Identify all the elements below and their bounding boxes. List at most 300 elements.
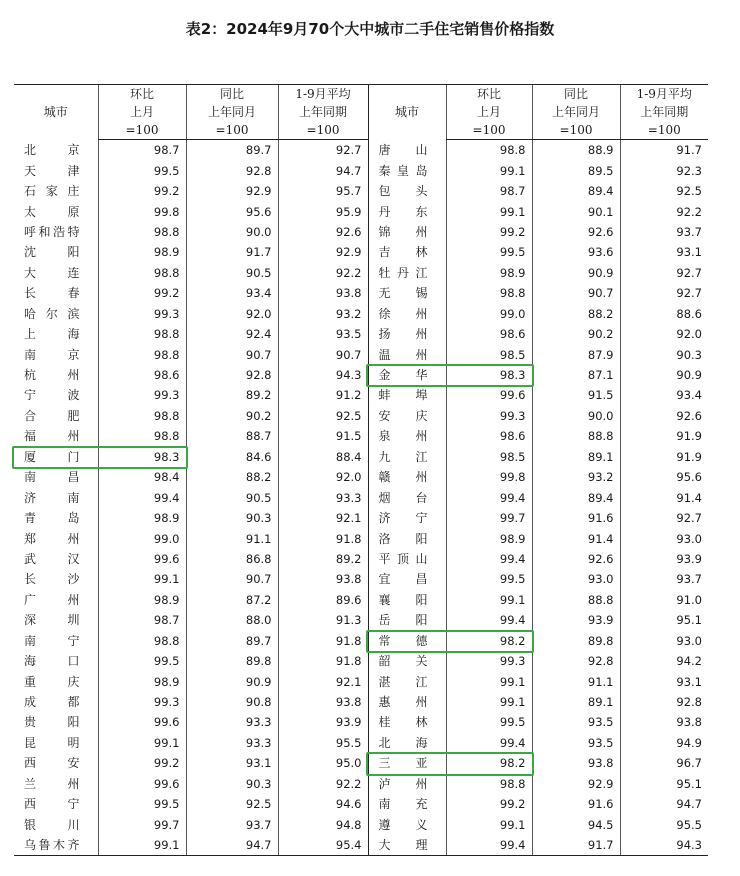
avg-value: 91.9 [620, 426, 708, 446]
yoy-value: 93.2 [532, 467, 620, 487]
avg-value: 89.6 [278, 590, 368, 610]
table-row [14, 549, 708, 569]
yoy-value: 92.6 [532, 549, 620, 569]
mom-value: 98.8 [446, 283, 532, 303]
header-yoy-left: 同比 [186, 85, 278, 104]
city-name: 郑州 [24, 531, 80, 546]
avg-value: 91.7 [620, 140, 708, 161]
header-mom-sub-right: 上月 [446, 103, 532, 121]
header-base: =100 [532, 121, 620, 140]
avg-value: 93.3 [278, 487, 368, 507]
city-name: 长春 [24, 286, 80, 301]
header-city-left: 城市 [14, 85, 98, 140]
yoy-value: 84.6 [186, 447, 278, 467]
avg-value: 92.2 [620, 201, 708, 221]
avg-value: 92.5 [278, 406, 368, 426]
yoy-value: 91.7 [532, 835, 620, 856]
city-name: 赣州 [368, 467, 446, 487]
mom-value: 99.5 [446, 242, 532, 262]
city-name: 徐州 [368, 304, 446, 324]
avg-value: 91.8 [278, 631, 368, 651]
yoy-value: 92.4 [186, 324, 278, 344]
city-name: 重庆 [24, 674, 80, 689]
city-name: 吉林 [368, 242, 446, 262]
yoy-value: 93.0 [532, 569, 620, 589]
mom-value: 99.6 [446, 385, 532, 405]
mom-value: 98.8 [98, 263, 186, 283]
header-avg-sub-right: 上年同期 [620, 103, 708, 121]
avg-value: 93.8 [278, 569, 368, 589]
avg-value: 93.8 [278, 283, 368, 303]
mom-value: 99.6 [98, 774, 186, 794]
mom-value: 98.9 [98, 590, 186, 610]
avg-value: 92.1 [278, 671, 368, 691]
yoy-value: 90.2 [532, 324, 620, 344]
city-name: 宁波 [24, 388, 80, 403]
yoy-value: 89.1 [532, 692, 620, 712]
avg-value: 90.7 [278, 344, 368, 364]
table-row [14, 222, 708, 242]
yoy-value: 94.5 [532, 814, 620, 834]
table-row [14, 283, 708, 303]
yoy-value: 88.0 [186, 610, 278, 630]
city-name: 丹东 [368, 201, 446, 221]
avg-value: 94.3 [278, 365, 368, 385]
yoy-value: 90.3 [186, 508, 278, 528]
city-name: 蚌埠 [368, 385, 446, 405]
avg-value: 92.7 [278, 140, 368, 161]
avg-value: 92.2 [278, 263, 368, 283]
avg-value: 93.7 [620, 569, 708, 589]
yoy-value: 87.2 [186, 590, 278, 610]
yoy-value: 92.9 [186, 181, 278, 201]
table-row [14, 385, 708, 405]
table-row [14, 590, 708, 610]
table-row [14, 140, 708, 161]
avg-value: 91.5 [278, 426, 368, 446]
mom-value: 99.4 [446, 549, 532, 569]
city-name: 大连 [24, 265, 80, 280]
mom-value: 99.3 [98, 304, 186, 324]
yoy-value: 89.7 [186, 631, 278, 651]
table-body [14, 140, 708, 856]
mom-value: 99.0 [98, 528, 186, 548]
avg-value: 91.4 [620, 487, 708, 507]
yoy-value: 92.6 [532, 222, 620, 242]
mom-value: 98.6 [446, 324, 532, 344]
mom-value: 99.5 [98, 794, 186, 814]
city-name: 北海 [368, 733, 446, 753]
mom-value: 98.2 [446, 631, 532, 651]
header-avg-sub-left: 上年同期 [278, 103, 368, 121]
header-base: =100 [98, 121, 186, 140]
mom-value: 98.4 [98, 467, 186, 487]
yoy-value: 90.7 [186, 344, 278, 364]
yoy-value: 92.9 [532, 774, 620, 794]
yoy-value: 92.5 [186, 794, 278, 814]
yoy-value: 92.8 [186, 160, 278, 180]
table-row [14, 712, 708, 732]
city-name: 西宁 [24, 797, 80, 812]
city-name: 呼和浩特 [24, 224, 80, 239]
city-name: 厦门 [24, 449, 80, 464]
yoy-value: 91.4 [532, 528, 620, 548]
avg-value: 93.9 [620, 549, 708, 569]
yoy-value: 91.1 [186, 528, 278, 548]
header-base: =100 [446, 121, 532, 140]
city-name: 金华 [368, 365, 446, 385]
yoy-value: 93.6 [532, 242, 620, 262]
header-base: =100 [620, 121, 708, 140]
yoy-value: 95.6 [186, 201, 278, 221]
avg-value: 92.7 [620, 508, 708, 528]
mom-value: 98.7 [98, 610, 186, 630]
yoy-value: 90.9 [186, 671, 278, 691]
city-name: 天津 [24, 163, 80, 178]
city-name: 宜昌 [368, 569, 446, 589]
mom-value: 99.4 [446, 487, 532, 507]
yoy-value: 89.2 [186, 385, 278, 405]
city-name: 大理 [368, 835, 446, 856]
mom-value: 98.9 [98, 671, 186, 691]
avg-value: 88.4 [278, 447, 368, 467]
table-row [14, 181, 708, 201]
avg-value: 90.9 [620, 365, 708, 385]
table-header [14, 85, 708, 140]
city-name: 桂林 [368, 712, 446, 732]
avg-value: 92.9 [278, 242, 368, 262]
city-name: 扬州 [368, 324, 446, 344]
mom-value: 99.6 [98, 712, 186, 732]
city-name: 唐山 [368, 140, 446, 161]
mom-value: 98.8 [98, 222, 186, 242]
yoy-value: 88.2 [532, 304, 620, 324]
yoy-value: 87.9 [532, 344, 620, 364]
avg-value: 95.1 [620, 774, 708, 794]
header-mom-right: 环比 [446, 85, 532, 104]
city-name: 成都 [24, 695, 80, 710]
city-name: 泉州 [368, 426, 446, 446]
avg-value: 92.0 [620, 324, 708, 344]
yoy-value: 94.7 [186, 835, 278, 856]
yoy-value: 93.5 [532, 733, 620, 753]
yoy-value: 88.9 [532, 140, 620, 161]
yoy-value: 93.5 [532, 712, 620, 732]
yoy-value: 92.8 [532, 651, 620, 671]
mom-value: 99.8 [446, 467, 532, 487]
city-name: 济南 [24, 490, 80, 505]
yoy-value: 89.5 [532, 160, 620, 180]
header-mom-left: 环比 [98, 85, 186, 104]
avg-value: 93.4 [620, 385, 708, 405]
city-name: 上海 [24, 327, 80, 342]
city-name: 湛江 [368, 671, 446, 691]
avg-value: 93.9 [278, 712, 368, 732]
yoy-value: 90.5 [186, 487, 278, 507]
table-row [14, 814, 708, 834]
mom-value: 99.1 [446, 590, 532, 610]
yoy-value: 92.0 [186, 304, 278, 324]
yoy-value: 93.3 [186, 733, 278, 753]
avg-value: 92.7 [620, 263, 708, 283]
mom-value: 99.8 [98, 201, 186, 221]
city-name: 南昌 [24, 470, 80, 485]
yoy-value: 90.5 [186, 263, 278, 283]
avg-value: 92.7 [620, 283, 708, 303]
mom-value: 98.8 [446, 140, 532, 161]
city-name: 济宁 [368, 508, 446, 528]
avg-value: 91.9 [620, 447, 708, 467]
city-name: 沈阳 [24, 245, 80, 260]
avg-value: 94.7 [278, 160, 368, 180]
avg-value: 93.5 [278, 324, 368, 344]
avg-value: 92.1 [278, 508, 368, 528]
avg-value: 95.5 [620, 814, 708, 834]
city-name: 秦皇岛 [368, 160, 446, 180]
header-avg-left: 1-9月平均 [278, 85, 368, 104]
yoy-value: 88.2 [186, 467, 278, 487]
yoy-value: 86.8 [186, 549, 278, 569]
city-name: 遵义 [368, 814, 446, 834]
city-name: 石家庄 [24, 184, 80, 199]
avg-value: 92.8 [620, 692, 708, 712]
city-name: 昆明 [24, 735, 80, 750]
city-name: 包头 [368, 181, 446, 201]
table-row [14, 242, 708, 262]
city-name: 九江 [368, 447, 446, 467]
mom-value: 99.5 [446, 569, 532, 589]
table-row [14, 201, 708, 221]
table-title: 表2：2024年9月70个大中城市二手住宅销售价格指数 [185, 20, 555, 38]
avg-value: 93.1 [620, 671, 708, 691]
avg-value: 94.9 [620, 733, 708, 753]
avg-value: 91.3 [278, 610, 368, 630]
avg-value: 92.6 [278, 222, 368, 242]
table-row [14, 774, 708, 794]
avg-value: 96.7 [620, 753, 708, 773]
avg-value: 95.1 [620, 610, 708, 630]
table-row [14, 631, 708, 651]
city-name: 广州 [24, 592, 80, 607]
city-name: 深圳 [24, 613, 80, 628]
mom-value: 99.1 [98, 835, 186, 856]
avg-value: 92.3 [620, 160, 708, 180]
avg-value: 92.2 [278, 774, 368, 794]
yoy-value: 93.3 [186, 712, 278, 732]
mom-value: 99.2 [98, 181, 186, 201]
city-name: 武汉 [24, 551, 80, 566]
mom-value: 99.2 [446, 222, 532, 242]
avg-value: 93.0 [620, 631, 708, 651]
table-row [14, 610, 708, 630]
table-row [14, 753, 708, 773]
avg-value: 91.2 [278, 385, 368, 405]
header-mom-sub-left: 上月 [98, 103, 186, 121]
mom-value: 98.8 [98, 406, 186, 426]
mom-value: 98.9 [446, 263, 532, 283]
mom-value: 99.2 [98, 283, 186, 303]
city-name: 安庆 [368, 406, 446, 426]
avg-value: 92.0 [278, 467, 368, 487]
mom-value: 98.2 [446, 753, 532, 773]
avg-value: 95.9 [278, 201, 368, 221]
table-row [14, 651, 708, 671]
yoy-value: 93.8 [532, 753, 620, 773]
mom-value: 98.5 [446, 447, 532, 467]
avg-value: 92.6 [620, 406, 708, 426]
mom-value: 99.2 [446, 794, 532, 814]
mom-value: 99.0 [446, 304, 532, 324]
avg-value: 94.6 [278, 794, 368, 814]
yoy-value: 89.1 [532, 447, 620, 467]
table-row [14, 733, 708, 753]
table-row [14, 160, 708, 180]
mom-value: 99.7 [446, 508, 532, 528]
mom-value: 98.8 [98, 631, 186, 651]
yoy-value: 90.0 [186, 222, 278, 242]
mom-value: 98.9 [98, 508, 186, 528]
avg-value: 91.8 [278, 528, 368, 548]
avg-value: 95.6 [620, 467, 708, 487]
city-name: 海口 [24, 654, 80, 669]
mom-value: 98.8 [98, 324, 186, 344]
yoy-value: 88.8 [532, 426, 620, 446]
table-row [14, 426, 708, 446]
mom-value: 99.1 [446, 814, 532, 834]
avg-value: 93.8 [620, 712, 708, 732]
city-name: 南京 [24, 347, 80, 362]
avg-value: 91.8 [278, 651, 368, 671]
mom-value: 99.3 [98, 692, 186, 712]
city-name: 温州 [368, 344, 446, 364]
yoy-value: 91.5 [532, 385, 620, 405]
avg-value: 94.8 [278, 814, 368, 834]
mom-value: 98.8 [98, 426, 186, 446]
mom-value: 99.3 [98, 385, 186, 405]
city-name: 洛阳 [368, 528, 446, 548]
avg-value: 93.0 [620, 528, 708, 548]
table-row [14, 835, 708, 856]
avg-value: 90.3 [620, 344, 708, 364]
city-name: 哈尔滨 [24, 306, 80, 321]
avg-value: 94.2 [620, 651, 708, 671]
yoy-value: 90.7 [186, 569, 278, 589]
avg-value: 93.7 [620, 222, 708, 242]
city-name: 牡丹江 [368, 263, 446, 283]
table-row [14, 467, 708, 487]
mom-value: 99.1 [98, 569, 186, 589]
yoy-value: 93.4 [186, 283, 278, 303]
city-name: 泸州 [368, 774, 446, 794]
table-row [14, 344, 708, 364]
mom-value: 98.8 [446, 774, 532, 794]
yoy-value: 88.8 [532, 590, 620, 610]
mom-value: 99.5 [446, 712, 532, 732]
mom-value: 98.6 [98, 365, 186, 385]
city-name: 福州 [24, 429, 80, 444]
mom-value: 99.1 [446, 201, 532, 221]
table-row [14, 365, 708, 385]
yoy-value: 90.2 [186, 406, 278, 426]
header-avg-right: 1-9月平均 [620, 85, 708, 104]
city-name: 襄阳 [368, 590, 446, 610]
avg-value: 94.7 [620, 794, 708, 814]
table-row [14, 528, 708, 548]
yoy-value: 92.8 [186, 365, 278, 385]
mom-value: 99.4 [446, 610, 532, 630]
table-row [14, 324, 708, 344]
table-row [14, 569, 708, 589]
city-name: 锦州 [368, 222, 446, 242]
city-name: 杭州 [24, 368, 80, 383]
mom-value: 99.7 [98, 814, 186, 834]
mom-value: 99.1 [446, 671, 532, 691]
yoy-value: 90.7 [532, 283, 620, 303]
city-name: 银川 [24, 817, 80, 832]
avg-value: 95.4 [278, 835, 368, 856]
avg-value: 93.2 [278, 304, 368, 324]
mom-value: 99.1 [98, 733, 186, 753]
yoy-value: 93.1 [186, 753, 278, 773]
mom-value: 98.5 [446, 344, 532, 364]
header-yoy-sub-left: 上年同月 [186, 103, 278, 121]
table-row [14, 406, 708, 426]
table-row [14, 487, 708, 507]
yoy-value: 90.1 [532, 201, 620, 221]
mom-value: 98.6 [446, 426, 532, 446]
yoy-value: 93.7 [186, 814, 278, 834]
avg-value: 95.0 [278, 753, 368, 773]
city-name: 岳阳 [368, 610, 446, 630]
yoy-value: 89.4 [532, 487, 620, 507]
price-index-table [14, 84, 708, 856]
header-yoy-sub-right: 上年同月 [532, 103, 620, 121]
city-name: 西安 [24, 756, 80, 771]
mom-value: 99.4 [446, 733, 532, 753]
city-name: 惠州 [368, 692, 446, 712]
yoy-value: 89.8 [532, 631, 620, 651]
city-name: 太原 [24, 204, 80, 219]
mom-value: 99.3 [446, 651, 532, 671]
avg-value: 95.7 [278, 181, 368, 201]
mom-value: 98.9 [98, 242, 186, 262]
yoy-value: 89.8 [186, 651, 278, 671]
city-name: 青岛 [24, 511, 80, 526]
mom-value: 99.5 [98, 160, 186, 180]
mom-value: 98.7 [446, 181, 532, 201]
avg-value: 89.2 [278, 549, 368, 569]
city-name: 平顶山 [368, 549, 446, 569]
yoy-value: 91.6 [532, 508, 620, 528]
yoy-value: 90.9 [532, 263, 620, 283]
city-name: 韶关 [368, 651, 446, 671]
mom-value: 99.1 [446, 692, 532, 712]
mom-value: 99.4 [446, 835, 532, 856]
mom-value: 99.1 [446, 160, 532, 180]
mom-value: 99.3 [446, 406, 532, 426]
city-name: 三亚 [368, 753, 446, 773]
city-name: 北京 [24, 142, 80, 157]
avg-value: 95.5 [278, 733, 368, 753]
yoy-value: 90.3 [186, 774, 278, 794]
header-base: =100 [186, 121, 278, 140]
yoy-value: 90.8 [186, 692, 278, 712]
yoy-value: 93.9 [532, 610, 620, 630]
mom-value: 98.3 [446, 365, 532, 385]
city-name: 合肥 [24, 408, 80, 423]
table-row [14, 304, 708, 324]
avg-value: 92.5 [620, 181, 708, 201]
